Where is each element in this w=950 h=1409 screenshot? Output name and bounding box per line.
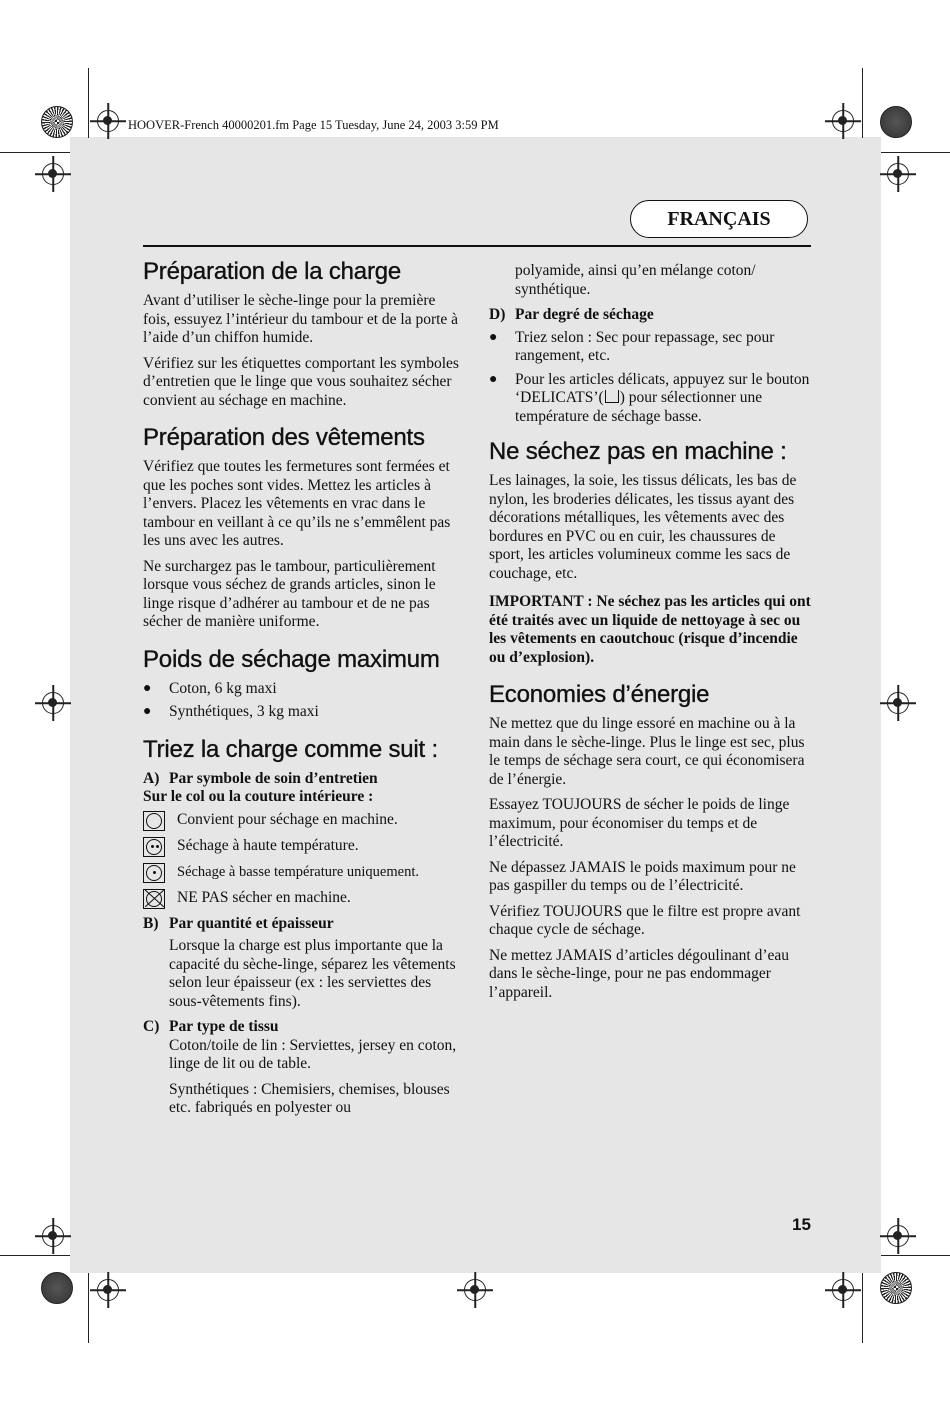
list-item	[143, 703, 465, 722]
list-item-text: Coton, 6 kg maxi	[169, 679, 277, 697]
list-item-text	[515, 371, 811, 427]
section-economies-energie	[489, 681, 811, 1002]
subsection-label: A)	[143, 769, 160, 787]
subsection-subtitle: Sur le col ou la couture intérieure :	[143, 788, 374, 805]
list-item-text: Synthétiques, 3 kg maxi	[169, 703, 319, 720]
tumble-dry-icon	[143, 811, 165, 831]
crop-line	[881, 1255, 950, 1256]
tumble-dry-high-icon	[143, 837, 165, 857]
color-rosette-icon	[41, 106, 73, 138]
subsection-title: Par type de tissu	[169, 1018, 279, 1035]
crop-line	[862, 68, 863, 138]
paragraph: Ne dépassez JAMAIS le poids maximum pour ne pas gaspiller du temps ou de l’électricité.	[489, 858, 796, 894]
crop-line	[0, 1255, 70, 1256]
list-item	[489, 329, 811, 366]
color-rosette-icon	[880, 1272, 912, 1304]
section-title: Economies d’énergie	[489, 681, 710, 708]
care-symbol-text: NE PAS sécher en machine.	[177, 889, 351, 907]
care-symbol-row	[143, 811, 465, 831]
crop-line	[862, 1273, 863, 1343]
registration-mark-icon	[42, 692, 64, 714]
paragraph: Lorsque la charge est plus importante que la capacité du sèche-linge, séparez les vêtements selon leur épaisseur (ex : les serviettes des sous-vêtements fins).	[169, 937, 456, 1010]
color-rosette-icon	[880, 106, 912, 138]
tumble-dry-low-icon	[143, 863, 165, 883]
list-item-text: Triez selon : Sec pour repassage, sec pour rangement, etc.	[515, 328, 775, 364]
section-ne-sechez-pas	[489, 438, 811, 667]
file-header: HOOVER-French 40000201.fm Page 15 Tuesday, June 24, 2003 3:59 PM	[128, 118, 499, 132]
bullet-icon: ●	[143, 680, 152, 696]
paragraph-continuation: polyamide, ainsi qu’en mélange coton/ synthétique.	[515, 262, 756, 298]
section-title: Poids de séchage maximum	[143, 645, 440, 673]
subsection-label: C)	[143, 1018, 160, 1035]
registration-mark-icon	[42, 1225, 64, 1247]
section-poids-sechage	[143, 646, 465, 722]
section-title: Ne séchez pas en machine :	[489, 438, 787, 465]
color-rosette-icon	[41, 1272, 73, 1304]
section-title: Préparation de la charge	[143, 258, 402, 285]
registration-mark-icon	[832, 110, 854, 132]
do-not-tumble-dry-icon	[143, 889, 165, 909]
registration-mark-icon	[464, 1279, 486, 1301]
subsection-label: B)	[143, 914, 159, 932]
list-item	[489, 371, 811, 427]
subsection-title: Par degré de séchage	[515, 306, 654, 323]
important-note: IMPORTANT : Ne séchez pas les articles qui ont été traités avec un liquide de nettoyage à sec ou les vêtements en caoutchouc (risque d’incendie ou d’explosion).	[489, 593, 811, 666]
header-rule	[143, 245, 811, 247]
registration-mark-icon	[42, 163, 64, 185]
care-symbol-text: Séchage à basse température uniquement.	[177, 864, 419, 881]
crop-line	[0, 152, 70, 153]
list-item-text-part: Pour les articles délicats, appuyez sur le bouton ‘DELICATS’(	[515, 370, 810, 406]
paragraph: Avant d’utiliser le sèche-linge pour la première fois, essuyez l’intérieur du tambour et de la porte à l’aide d’un chiffon humide.	[143, 292, 459, 346]
registration-mark-icon	[97, 110, 119, 132]
paragraph: Ne mettez JAMAIS d’articles dégoulinant d’eau dans le sèche-linge, pour ne pas endommager l’appareil.	[489, 946, 790, 1001]
care-symbol-row	[143, 863, 465, 883]
section-title: Triez la charge comme suit :	[143, 735, 438, 763]
bullet-icon: ●	[143, 704, 152, 719]
delicate-button-icon	[605, 390, 619, 403]
section-preparation-charge	[143, 258, 465, 410]
subsection-title: Par symbole de soin d’entretien	[169, 769, 378, 787]
page-number: 15	[792, 1215, 811, 1234]
section-preparation-vetements	[143, 424, 465, 632]
care-symbol-text: Convient pour séchage en machine.	[177, 811, 398, 829]
registration-mark-icon	[887, 692, 909, 714]
registration-mark-icon	[887, 1225, 909, 1247]
subsection-d-heading	[489, 306, 811, 325]
left-column	[143, 258, 465, 1132]
subsection-a-heading	[143, 770, 465, 789]
crop-line	[88, 68, 89, 138]
registration-mark-icon	[887, 163, 909, 185]
section-triez-charge	[143, 736, 465, 1118]
paragraph: Vérifiez TOUJOURS que le filtre est propre avant chaque cycle de séchage.	[489, 902, 801, 938]
paragraph: Ne mettez que du linge essoré en machine ou à la main dans le sèche-linge. Plus le linge est sec, plus le temps de séchage sera court, ce qui économisera de l’énergie.	[489, 715, 805, 788]
registration-mark-icon	[832, 1279, 854, 1301]
language-badge: FRANÇAIS	[630, 200, 808, 238]
paragraph: Vérifiez que toutes les fermetures sont fermées et que les poches sont vides. Mettez les articles à l’envers. Placez les vêtements en vrac dans le tambour en veillant à ce qu’ils ne s’emmêlent pas les uns avec les autres.	[143, 458, 451, 549]
paragraph: Synthétiques : Chemisiers, chemises, blouses etc. fabriqués en polyester ou	[169, 1080, 450, 1116]
list-item	[143, 680, 465, 699]
list-item-text-part: ) pour sélectionner une température de séchage basse.	[515, 389, 763, 425]
subsection-c-heading	[143, 1018, 465, 1037]
paragraph: Ne surchargez pas le tambour, particulièrement lorsque vous séchez de grands articles, sinon le linge risque d’adhérer au tambour et de ne pas sécher de manière uniforme.	[143, 557, 436, 630]
care-symbol-row	[143, 837, 465, 857]
section-title: Préparation des vêtements	[143, 424, 425, 451]
paragraph: Les lainages, la soie, les tissus délicats, les bas de nylon, les broderies délicates, les tissus ayant des décorations métalliques, les vêtements avec des bordures en PVC ou en cuir, les chaussures de sport, les articles volumineux comme les sacs de couchage, etc.	[489, 472, 797, 582]
care-symbol-text: Séchage à haute température.	[177, 837, 359, 855]
bullet-icon: ●	[489, 371, 498, 387]
crop-line	[88, 1273, 89, 1343]
care-symbol-row	[143, 889, 465, 909]
paragraph: Coton/toile de lin : Serviettes, jersey en coton, linge de lit ou de table.	[169, 1036, 457, 1072]
crop-line	[881, 152, 950, 153]
subsection-b-heading	[143, 915, 465, 934]
bullet-icon: ●	[489, 329, 498, 345]
subsection-label: D)	[489, 306, 506, 323]
registration-mark-icon	[97, 1279, 119, 1301]
subsection-title: Par quantité et épaisseur	[169, 914, 334, 932]
right-column	[489, 262, 811, 1016]
paragraph: Essayez TOUJOURS de sécher le poids de linge maximum, pour économiser du temps et de l’électricité.	[489, 796, 790, 850]
paragraph: Vérifiez sur les étiquettes comportant les symboles d’entretien que le linge que vous souhaitez sécher convient au séchage en machine.	[143, 354, 459, 409]
